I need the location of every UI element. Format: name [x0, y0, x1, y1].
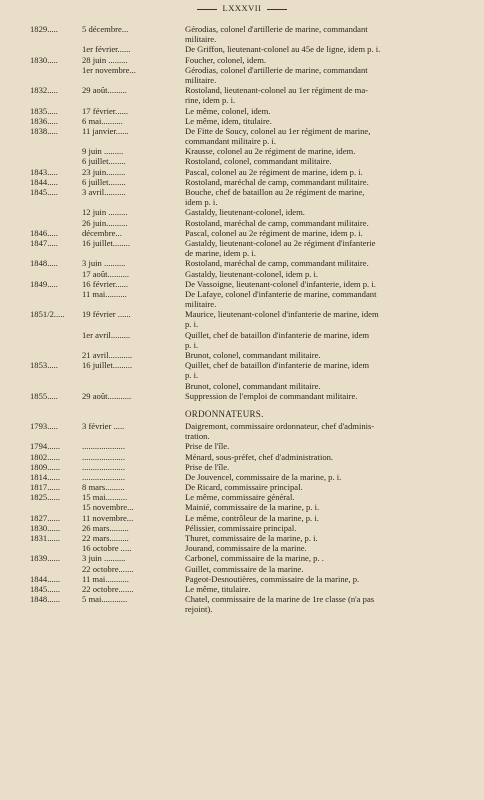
- year-cell: 1809......: [30, 461, 61, 472]
- year-cell: 1794......: [30, 441, 61, 452]
- table-row: [0, 258, 484, 268]
- year-cell: 1848.....: [30, 258, 58, 269]
- table-row: [0, 452, 484, 462]
- table-row: [0, 319, 484, 329]
- entry-text: p. i.: [185, 339, 199, 350]
- year-cell: 1831......: [30, 533, 61, 543]
- date-cell: 3 juin ..........: [82, 258, 126, 269]
- table-row: [0, 381, 484, 391]
- entry-text: rine, idem p. i.: [185, 95, 236, 106]
- table-row: [0, 564, 484, 574]
- table-row: [0, 279, 484, 289]
- year-cell: 1825......: [30, 492, 61, 503]
- date-cell: 26 mars.........: [82, 522, 129, 533]
- date-cell: 3 février .....: [82, 420, 125, 431]
- table-row: [0, 197, 484, 207]
- table-row: [0, 553, 484, 563]
- year-cell: 1832.....: [30, 85, 58, 96]
- table-row: [0, 523, 484, 533]
- entry-text: Brunot, colonel, commandant militaire.: [185, 380, 321, 391]
- date-cell: 17 août..........: [82, 268, 130, 279]
- entry-text: commandant militaire p. i.: [185, 136, 276, 147]
- entry-text: Rostoland, maréchal de camp, commandant militaire.: [185, 176, 369, 187]
- date-cell: 17 février......: [82, 105, 129, 116]
- table-row: [0, 421, 484, 431]
- year-cell: 1829.....: [30, 24, 58, 34]
- entry-text: Chatel, commissaire de la marine de 1re classe (n'a pas: [185, 594, 375, 605]
- date-cell: 11 mai..........: [82, 288, 127, 299]
- entry-text: Mainié, commissaire de la marine, p. i.: [185, 502, 320, 513]
- date-cell: 15 novembre...: [82, 502, 134, 513]
- table-row: [0, 75, 484, 85]
- year-cell: 1827......: [30, 512, 61, 523]
- year-cell: 1845......: [30, 583, 61, 594]
- year-cell: 1802......: [30, 451, 61, 462]
- entry-text: Prise de l'île.: [185, 441, 230, 452]
- date-cell: 16 février......: [82, 278, 129, 289]
- entry-text: Le même, idem, titulaire.: [185, 115, 272, 126]
- entry-text: Pascal, colonel au 2e régiment de marine, idem p. i.: [185, 166, 363, 177]
- year-cell: 1830.....: [30, 54, 58, 65]
- entry-text: p. i.: [185, 370, 199, 381]
- page-header: [0, 3, 484, 13]
- table-row: [0, 248, 484, 258]
- date-cell: 15 mai..........: [82, 492, 128, 503]
- date-cell: 6 mai..........: [82, 115, 123, 126]
- table-row: [0, 574, 484, 584]
- entry-text: Jourand, commissaire de la marine.: [185, 543, 307, 554]
- table-row: [0, 156, 484, 166]
- table-row: [0, 24, 484, 34]
- page-number: LXXXVII: [222, 3, 262, 13]
- entry-text: tration.: [185, 431, 210, 442]
- entry-text: Quillet, chef de bataillon d'infanterie de marine, idem: [185, 329, 370, 340]
- entry-text: Maurice, lieutenant-colonel d'infanterie de marine, idem: [185, 309, 379, 320]
- date-cell: ....................: [82, 461, 125, 472]
- table-row: [0, 238, 484, 248]
- year-cell: 1843.....: [30, 166, 58, 177]
- table-row: [0, 482, 484, 492]
- date-cell: 19 février ......: [82, 309, 131, 320]
- table-row: [0, 441, 484, 451]
- table-row: [0, 543, 484, 553]
- entry-text: Le même, colonel, idem.: [185, 105, 271, 116]
- entry-text: Le même, commissaire général.: [185, 492, 295, 503]
- section-title: ORDONNATEURS.: [185, 408, 264, 419]
- entry-text: Ménard, sous-préfet, chef d'administration.: [185, 451, 334, 462]
- table-row: [0, 370, 484, 380]
- table-row: [0, 391, 484, 401]
- table-row: [0, 85, 484, 95]
- date-cell: ....................: [82, 441, 125, 452]
- date-cell: 3 avril..........: [82, 187, 126, 197]
- entry-text: De Griffon, lieutenant-colonel au 45e de ligne, idem p. i.: [185, 44, 381, 55]
- date-cell: 16 octobre .....: [82, 543, 132, 554]
- table-row: [0, 309, 484, 319]
- date-cell: 12 juin .........: [82, 207, 128, 218]
- table-row: [0, 431, 484, 441]
- table-row: [0, 167, 484, 177]
- date-cell: 5 décembre...: [82, 24, 129, 34]
- year-cell: 1844......: [30, 573, 61, 584]
- table-row: [0, 350, 484, 360]
- date-cell: 1er avril.........: [82, 329, 131, 340]
- entry-text: militaire.: [185, 74, 217, 85]
- entry-text: Pascal, colonel au 2e régiment de marine, idem p. i.: [185, 227, 363, 238]
- year-cell: 1835.....: [30, 105, 58, 116]
- table-row: [0, 187, 484, 197]
- date-cell: 9 juin .........: [82, 146, 124, 157]
- table-row: [0, 136, 484, 146]
- year-cell: 1817......: [30, 482, 61, 493]
- date-cell: 26 juin..........: [82, 217, 128, 228]
- table-row: [0, 126, 484, 136]
- entry-text: Krausse, colonel au 2e régiment de marine, idem.: [185, 146, 356, 157]
- date-cell: ....................: [82, 451, 125, 462]
- entry-text: De Vassoigne, lieutenant-colonel d'infanterie, idem p. i.: [185, 278, 376, 289]
- entry-text: Foucher, colonel, idem.: [185, 54, 267, 65]
- table-row: [0, 492, 484, 502]
- table-row: [0, 95, 484, 105]
- date-cell: 6 juillet........: [82, 156, 126, 167]
- table-row: [0, 340, 484, 350]
- year-cell: 1851/2.....: [30, 309, 65, 320]
- table-row: [0, 330, 484, 340]
- table-row: [0, 584, 484, 594]
- entry-text: Brunot, colonel, commandant militaire.: [185, 350, 321, 360]
- year-cell: 1839......: [30, 553, 61, 564]
- date-cell: 29 août...........: [82, 390, 132, 401]
- date-cell: 1er février......: [82, 44, 131, 55]
- table-row: [0, 289, 484, 299]
- entry-text: p. i.: [185, 319, 199, 330]
- date-cell: 11 novembre...: [82, 512, 134, 523]
- date-cell: ....................: [82, 471, 125, 482]
- date-cell: 28 juin .........: [82, 54, 128, 65]
- table-row: [0, 360, 484, 370]
- year-cell: 1838.....: [30, 125, 58, 136]
- date-cell: 21 avril...........: [82, 350, 133, 360]
- entry-text: Rostoland, maréchal de camp, commandant militaire.: [185, 258, 369, 269]
- entry-text: Rostoland, colonel, commandant militaire.: [185, 156, 332, 167]
- entry-text: militaire.: [185, 299, 217, 310]
- table-row: [0, 269, 484, 279]
- table-row: [0, 218, 484, 228]
- entry-text: Bouche, chef de bataillon au 2e régiment de marine,: [185, 187, 365, 197]
- table-row: [0, 44, 484, 54]
- entry-text: Thuret, commissaire de la marine, p. i.: [185, 533, 318, 543]
- entry-text: Le même, contrôleur de la marine, p. i.: [185, 512, 319, 523]
- entry-text: Pélissier, commissaire principal.: [185, 522, 297, 533]
- header-rule-left: [197, 9, 217, 10]
- entry-text: Daigremont, commissaire ordonnateur, chef d'adminis-: [185, 420, 375, 431]
- entry-text: militaire.: [185, 34, 217, 45]
- date-cell: 22 octobre.......: [82, 563, 134, 574]
- year-cell: 1847.....: [30, 237, 58, 248]
- header-rule-right: [267, 9, 287, 10]
- table-row: [0, 65, 484, 75]
- date-cell: 11 mai...........: [82, 573, 129, 584]
- year-cell: 1845.....: [30, 187, 58, 197]
- date-cell: 5 mai............: [82, 594, 128, 605]
- table-row: [0, 299, 484, 309]
- entry-text: rejoint).: [185, 604, 213, 615]
- entry-text: Pageot-Desnoutières, commissaire de la marine, p.: [185, 573, 360, 584]
- entry-text: Gastaldy, lieutenant-colonel, idem.: [185, 207, 305, 218]
- entry-text: De Fitte de Soucy, colonel au 1er régiment de marine,: [185, 125, 371, 136]
- entry-text: Gérodias, colonel d'artillerie de marine, commandant: [185, 24, 368, 34]
- entry-text: idem p. i.: [185, 197, 218, 208]
- entry-text: Rostoland, maréchal de camp, commandant militaire.: [185, 217, 369, 228]
- entry-text: Gérodias, colonel d'artillerie de marine, commandant: [185, 64, 368, 75]
- entry-text: Suppression de l'emploi de commandant militaire.: [185, 390, 358, 401]
- table-row: [0, 502, 484, 512]
- entry-text: De Lafaye, colonel d'infanterie de marine, commandant: [185, 288, 377, 299]
- table-row: [0, 604, 484, 614]
- table-row: [0, 207, 484, 217]
- table-row: [0, 55, 484, 65]
- year-cell: 1830......: [30, 522, 61, 533]
- date-cell: 11 janvier......: [82, 125, 129, 136]
- date-cell: 22 octobre.......: [82, 583, 134, 594]
- date-cell: décembre...: [82, 227, 122, 238]
- year-cell: 1846.....: [30, 227, 58, 238]
- table-row: [0, 116, 484, 126]
- entry-text: Quillet, chef de bataillon d'infanterie de marine, idem: [185, 360, 370, 371]
- table-row: [0, 533, 484, 543]
- year-cell: 1848......: [30, 594, 61, 605]
- date-cell: 16 juillet.........: [82, 360, 133, 371]
- chronology-table: [0, 24, 484, 615]
- table-row: [0, 472, 484, 482]
- table-row: [0, 513, 484, 523]
- entry-text: Prise de l'île.: [185, 461, 230, 472]
- date-cell: 16 juillet........: [82, 237, 130, 248]
- date-cell: 8 mars.........: [82, 482, 125, 493]
- year-cell: 1855.....: [30, 390, 58, 401]
- year-cell: 1853.....: [30, 360, 58, 371]
- entry-text: Carbonel, commissaire de la marine, p. .: [185, 553, 324, 564]
- entry-text: Gastaldy, lieutenant-colonel, idem p. i.: [185, 268, 319, 279]
- table-row: [0, 228, 484, 238]
- entry-text: Gastaldy, lieutenant-colonel au 2e régiment d'infanterie: [185, 237, 376, 248]
- date-cell: 1er novembre...: [82, 64, 136, 75]
- table-row: [0, 177, 484, 187]
- table-row: [0, 34, 484, 44]
- entry-text: Guillet, commissaire de la marine.: [185, 563, 304, 574]
- table-row: [0, 146, 484, 156]
- entry-text: De Ricard, commissaire principal.: [185, 482, 303, 493]
- table-row: [0, 594, 484, 604]
- date-cell: 22 mars.........: [82, 533, 129, 543]
- table-row: [0, 462, 484, 472]
- year-cell: 1793.....: [30, 420, 58, 431]
- entry-text: Rostoland, lieutenant-colonel au 1er régiment de ma-: [185, 85, 369, 96]
- entry-text: Le même, titulaire.: [185, 583, 251, 594]
- year-cell: 1844.....: [30, 176, 58, 187]
- year-cell: 1836.....: [30, 115, 58, 126]
- date-cell: 23 juin.........: [82, 166, 126, 177]
- table-row: [0, 106, 484, 116]
- date-cell: 6 juillet........: [82, 176, 126, 187]
- date-cell: 3 juin ..........: [82, 553, 126, 564]
- date-cell: 29 août.........: [82, 85, 127, 96]
- entry-text: de marine, idem p. i.: [185, 248, 256, 259]
- entry-text: De Jouvencel, commissaire de la marine, p. i.: [185, 471, 342, 482]
- year-cell: 1849.....: [30, 278, 58, 289]
- year-cell: 1814......: [30, 471, 61, 482]
